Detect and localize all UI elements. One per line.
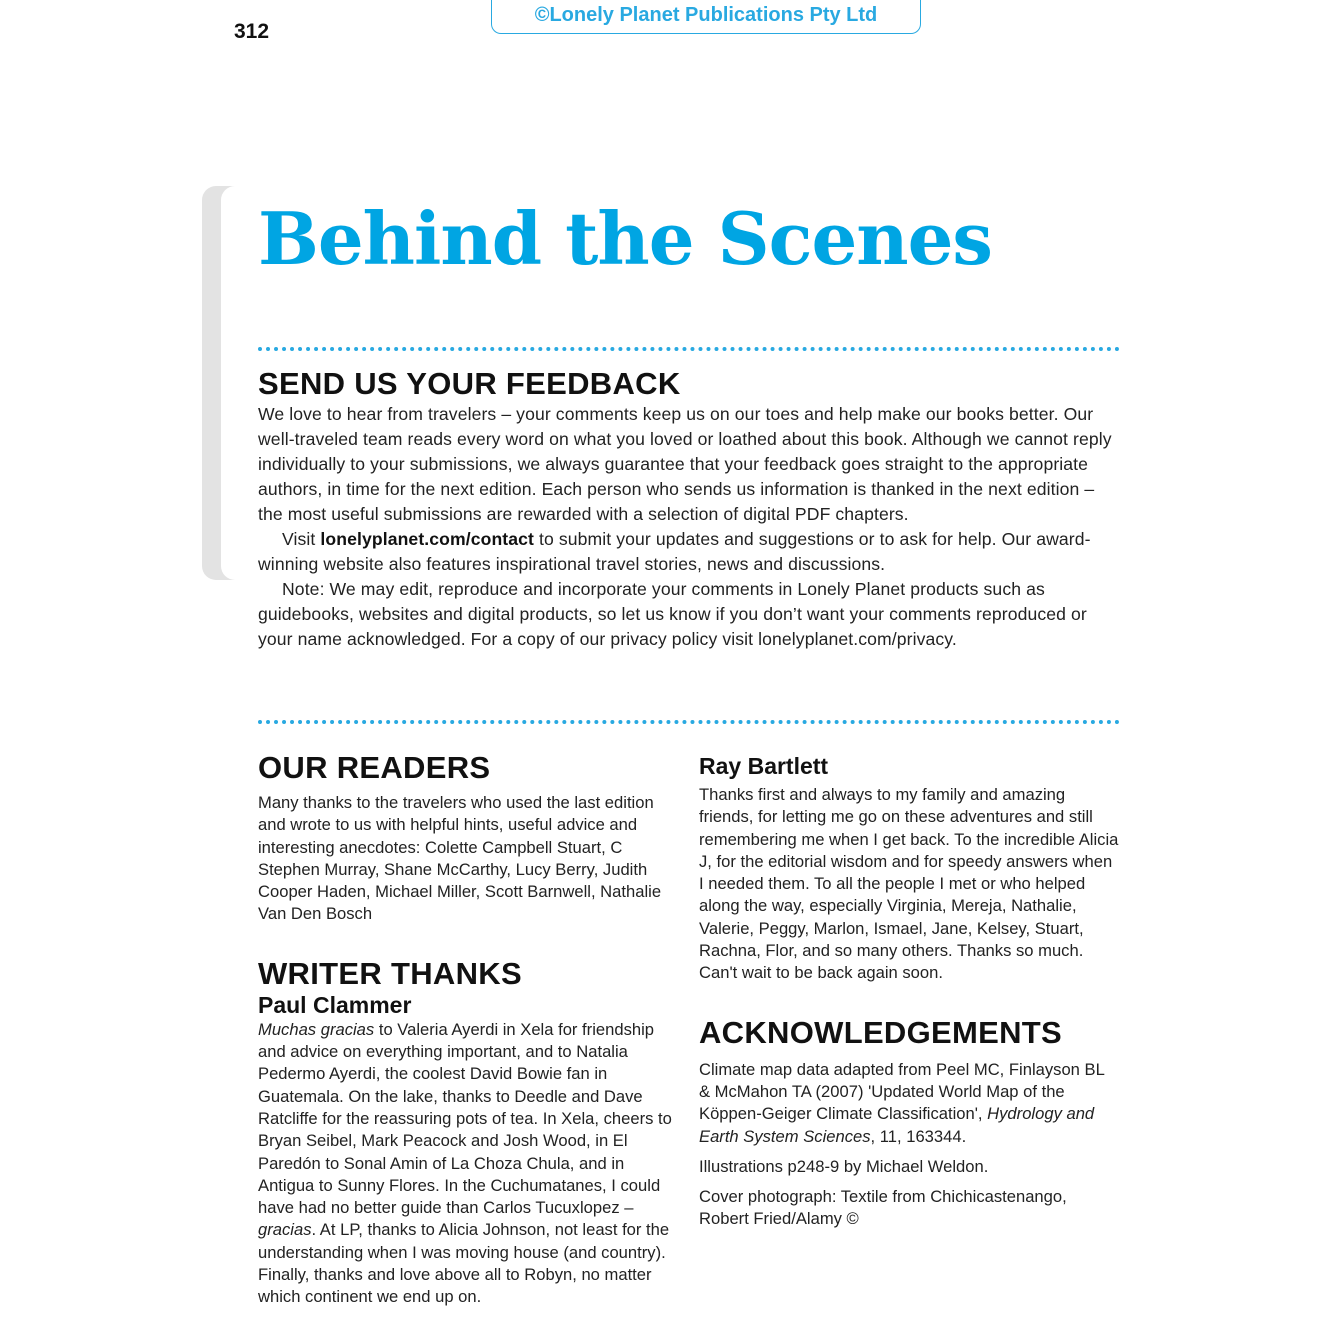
- feedback-paragraph-2: [258, 527, 1120, 577]
- ack-climate-journal: Hydrology and Earth System Sciences: [699, 1104, 1095, 1146]
- divider-bottom: [258, 720, 1120, 724]
- writer-name-paul: Paul Clammer: [258, 991, 412, 1018]
- feedback-visit-text: Visit: [282, 529, 321, 549]
- left-column: [258, 750, 673, 1309]
- divider-top: [258, 347, 1120, 351]
- chapter-side-tab: [202, 186, 236, 580]
- right-column: [699, 750, 1119, 1239]
- ack-climate: [699, 1059, 1119, 1148]
- writer-text-paul: [258, 1019, 673, 1309]
- writer-text-paul-italic-1: Muchas gracias: [258, 1019, 375, 1039]
- contact-link[interactable]: lonelyplanet.com/contact: [320, 529, 534, 549]
- writer-name-ray: Ray Bartlett: [699, 753, 829, 779]
- feedback-paragraph-3: Note: We may edit, reproduce and incorporate your comments in Lonely Planet products such as guidebooks, websites and digital products, so let us know if you don’t want your comments reproduced or your name acknowledged. For a copy of our privacy policy visit lonelyplanet.com/privacy.: [258, 579, 1087, 649]
- writer-text-ray: Thanks first and always to my family and amazing friends, for letting me go on these adventures and still remembering me when I get back. To the incredible Alicia J, for the editorial wisdom and for speedy answers when I needed them. To all the people I met or who helped along the way, especially Virginia, Mereja, Nathalie, Valerie, Peggy, Marlon, Ismael, Jane, Kelsey, Stuart, Rachna, Flor, and so many others. Thanks so much. Can't wait to be back again soon.: [699, 785, 1119, 983]
- page-number: 312: [234, 20, 270, 43]
- ack-cover: Cover photograph: Textile from Chichicastenango, Robert Fried/Alamy ©: [699, 1187, 1067, 1229]
- feedback-paragraph-1: We love to hear from travelers – your comments keep us on our toes and help make our books better. Our well-traveled team reads every word on what you loved or loathed about this book. Although we cannot reply individually to your submissions, we always guarantee that your feedback goes straight to the appropriate authors, in time for the next edition. Each person who sends us information is thanked in the next edition – the most useful submissions are rewarded with a selection of digital PDF chapters.: [258, 404, 1112, 524]
- writer-thanks-block: [258, 956, 673, 1309]
- ack-climate-part-2: , 11, 163344.: [870, 1126, 967, 1146]
- writer-thanks-heading: WRITER THANKS: [258, 955, 522, 991]
- ack-climate-part-1: Climate map data adapted from Peel MC, Finlayson BL & McMahon TA (2007) 'Updated World Map of the Köppen-Geiger Climate Classification',: [699, 1059, 1105, 1124]
- readers-text: Many thanks to the travelers who used the last edition and wrote to us with helpful hints, useful advice and interesting anecdotes: Colette Campbell Stuart, C Stephen Murray, Shane McCarthy, Lucy Berry, Judith Cooper Haden, Michael Miller, Scott Barnwell, Nathalie Van Den Bosch: [258, 793, 662, 924]
- readers-heading: OUR READERS: [258, 750, 491, 785]
- ack-illustrations: Illustrations p248-9 by Michael Weldon.: [699, 1156, 989, 1176]
- acknowledgements-heading: ACKNOWLEDGEMENTS: [699, 1014, 1063, 1050]
- feedback-heading: SEND US YOUR FEEDBACK: [258, 366, 681, 401]
- copyright-tab: ©Lonely Planet Publications Pty Ltd: [491, 0, 921, 34]
- feedback-visit-suffix: to submit your updates and suggestions or to ask for help. Our award-winning website also features inspirational travel stories, news and discussions.: [258, 529, 1091, 574]
- feedback-section: [258, 366, 1120, 652]
- writer-text-paul-part-1: to Valeria Ayerdi in Xela for friendship and advice on everything important, and to Natalia Pedermo Ayerdi, the coolest David Bowie fan in Guatemala. On the lake, thanks to Deedle and Dave Ratcliffe for the reassuring pots of tea. In Xela, cheers to Bryan Seibel, Mark Peacock and Josh Wood, in El Paredón to Sonal Amin of La Choza Chula, and in Antigua to Sunny Flores. In the Cuchumatanes, I could have had no better guide than Carlos Tucuxlopez –: [258, 1019, 672, 1218]
- writer-text-paul-italic-2: gracias: [258, 1220, 312, 1240]
- page-title: Behind the Scenes: [258, 196, 992, 281]
- writer-text-paul-part-2: . At LP, thanks to Alicia Johnson, not least for the understanding when I was moving house (and country). Finally, thanks and love above all to Robyn, no matter which continent we end up on.: [258, 1220, 670, 1307]
